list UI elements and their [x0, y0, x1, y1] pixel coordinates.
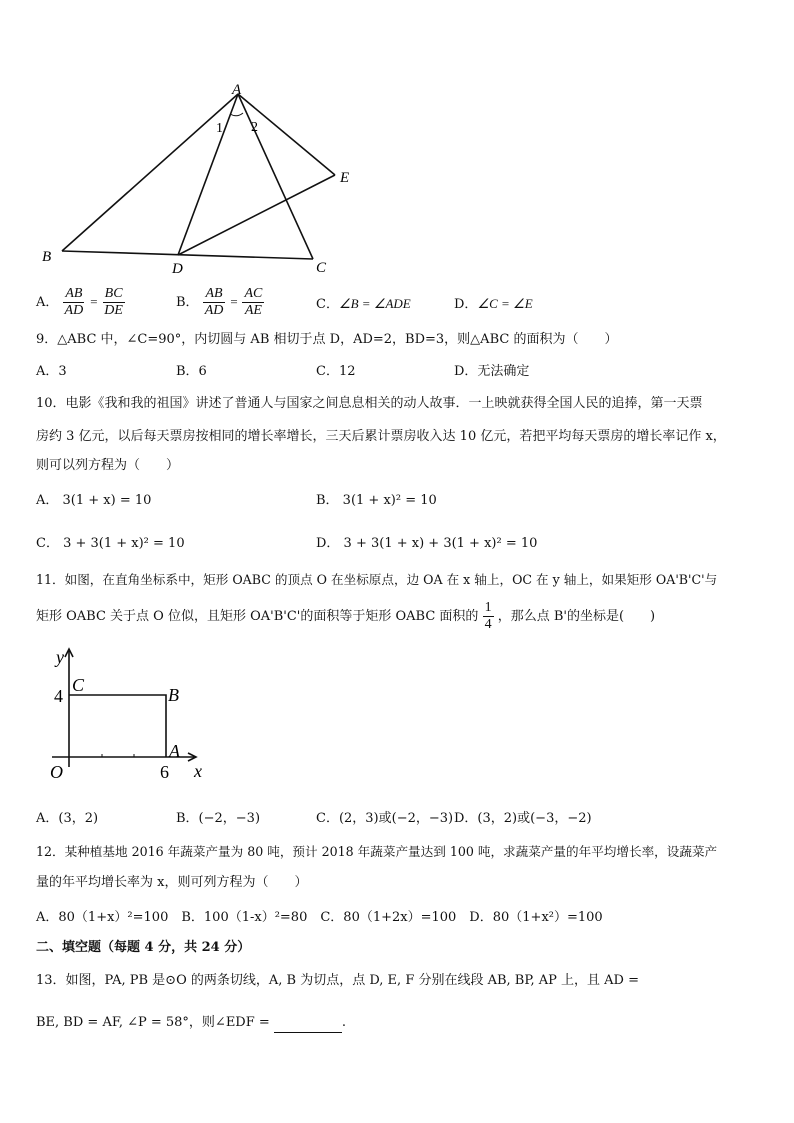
- point-B-label: B: [168, 685, 179, 705]
- point-E-label: E: [340, 170, 350, 186]
- q8-option-a[interactable]: A． $\frac{AB}{AD}$ = $\frac{BC}{DE}$: [36, 286, 123, 318]
- q11-option-b[interactable]: B．(−2，−3): [176, 811, 261, 826]
- point-A-label: A: [169, 741, 180, 761]
- point-C-label: C: [72, 675, 85, 695]
- point-B-label: B: [42, 249, 52, 265]
- q9-option-d[interactable]: D．无法确定: [454, 364, 530, 379]
- x-tick-6: 6: [160, 762, 169, 782]
- q13-line-2: BE, BD = AF, ∠P = 58°，则∠EDF = .: [36, 1013, 346, 1033]
- q10-option-c[interactable]: C． 3 + 3(1 + x)² = 10: [36, 536, 185, 551]
- q10-option-d[interactable]: D． 3 + 3(1 + x) + 3(1 + x)² = 10: [316, 536, 538, 551]
- y-tick-4: 4: [54, 686, 63, 706]
- q11-option-d[interactable]: D．(3，2)或(−3，−2): [454, 811, 592, 826]
- q13-line-1: 13．如图，PA, PB 是⊙O 的两条切线，A, B 为切点，点 D, E, F 分别在线段 AB, BP, AP 上，且 AD =: [36, 973, 639, 988]
- q10-line-1: 10．电影《我和我的祖国》讲述了普通人与国家之间息息相关的动人故事．一上映就获得全国人民的追捧，第一天票: [36, 396, 703, 411]
- q10-line-2: 房约 3 亿元，以后每天票房按相同的增长率增长，三天后累计票房收入达 10 亿元，若把平均每天票房的增长率记作 x，: [36, 429, 726, 444]
- answer-blank[interactable]: [274, 1018, 342, 1033]
- q11-option-a[interactable]: A．(3，2): [36, 811, 99, 826]
- q9-option-c[interactable]: C．12: [316, 364, 356, 379]
- section-2-title: 二、填空题（每题 4 分，共 24 分）: [36, 940, 251, 955]
- q10-option-b[interactable]: B． 3(1 + x)² = 10: [316, 493, 437, 508]
- q11-line-1: 11．如图，在直角坐标系中，矩形 OABC 的顶点 O 在坐标原点，边 OA 在 x 轴上，OC 在 y 轴上，如果矩形 OA'B'C'与: [36, 572, 718, 587]
- q11-line-2: 矩形 OABC 关于点 O 位似，且矩形 OA'B'C'的面积等于矩形 OABC 面积的 $\frac{1}{4}$ ，那么点 B'的坐标是( ): [36, 600, 656, 632]
- x-axis-label: x: [194, 761, 202, 781]
- q10-line-3: 则可以列方程为（ ）: [36, 458, 180, 473]
- q8-option-d[interactable]: D．∠C = ∠E: [454, 296, 533, 312]
- coordinate-rectangle-figure: [36, 645, 216, 785]
- q12-line-1: 12．某种植基地 2016 年蔬菜产量为 80 吨，预计 2018 年蔬菜产量达到 100 吨，求蔬菜产量的年平均增长率，设蔬菜产: [36, 844, 718, 859]
- q8-option-c[interactable]: C．∠B = ∠ADE: [316, 296, 411, 312]
- point-A-label: A: [232, 82, 242, 98]
- one-quarter-fraction: $\frac{1}{4}$: [484, 600, 492, 632]
- point-C-label: C: [316, 260, 327, 276]
- q9-option-b[interactable]: B．6: [176, 364, 207, 379]
- q11-option-c[interactable]: C．(2，3)或(−2，−3): [316, 811, 454, 826]
- q9-option-a[interactable]: A．3: [36, 364, 67, 379]
- q12-line-2: 量的年平均增长率为 x，则可列方程为（ ）: [36, 875, 308, 890]
- angle-1-label: 1: [216, 121, 223, 136]
- point-D-label: D: [172, 261, 183, 277]
- q8-option-b[interactable]: B． $\frac{AB}{AD}$ = $\frac{AC}{AE}$: [176, 286, 263, 318]
- triangle-figure: [36, 80, 376, 280]
- y-axis-label: y: [56, 647, 64, 667]
- q10-option-a[interactable]: A． 3(1 + x) = 10: [36, 493, 152, 508]
- q12-options[interactable]: A．80（1+x）²=100 B．100（1-x）²=80 C．80（1+2x）=100 D．80（1+x²）=100: [36, 910, 603, 925]
- origin-label: O: [50, 762, 63, 782]
- angle-2-label: 2: [251, 120, 258, 135]
- q9-stem: 9．△ABC 中，∠C=90°，内切圆与 AB 相切于点 D，AD=2，BD=3，则△ABC 的面积为（ ）: [36, 332, 618, 347]
